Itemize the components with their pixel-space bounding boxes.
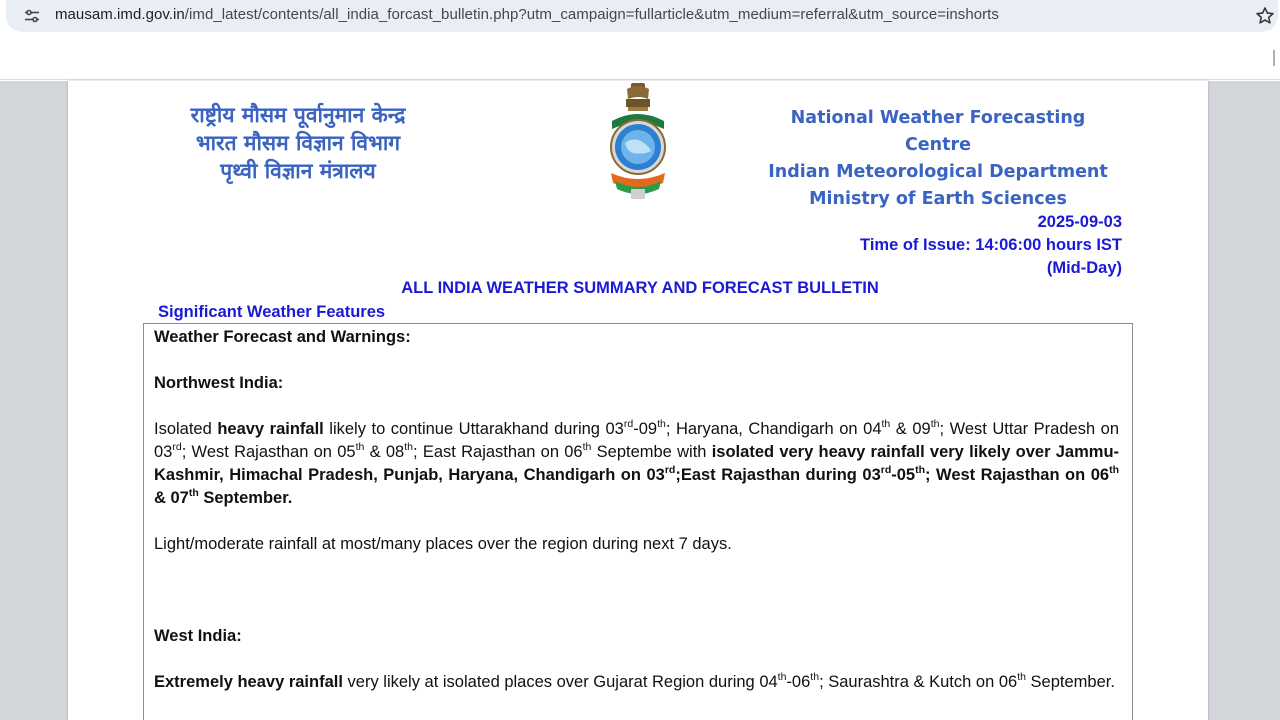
forecast-box [143,323,1133,720]
site-info-icon[interactable] [24,8,40,24]
document-viewer [0,81,1280,720]
url-text[interactable] [55,6,999,23]
hindi-header [168,101,428,185]
issue-time: Time of Issue: 14:06:00 hours IST [860,236,1122,254]
english-header [758,105,1118,213]
section-heading: Significant Weather Features [158,303,386,321]
imd-emblem-icon [603,81,673,203]
toolbar-gap [0,34,1280,80]
bulletin-title: ALL INDIA WEATHER SUMMARY AND FORECAST BULLETIN [401,279,879,297]
hindi-line-3: पृथ्वी विज्ञान मंत्रालय [220,159,376,183]
english-line-1: National Weather Forecasting Centre [790,108,1086,155]
browser-toolbar [0,0,1280,34]
hindi-line-1: राष्ट्रीय मौसम पूर्वानुमान केन्द्र [190,103,406,127]
address-bar[interactable] [6,0,1278,32]
northwest-india-paragraph: Isolated heavy rainfall likely to continue Uttarakhand during 03rd-09th; Haryana, Chandigarh on 04th & 09th; West Uttar Pradesh on 03rd; West Rajasthan on 05th & 08th; East Rajasthan on 06th Septembe with isolated very heavy rainfall very likely over Jammu-Kashmir, Himachal Pradesh, Punjab, Haryana, Chandigarh on 03rd;East Rajasthan during 03rd-05th; West Rajasthan on 06th & 07th September. [154,418,1120,507]
url-host: mausam.imd.gov.in [55,6,185,23]
northwest-light-rain: Light/moderate rainfall at most/many places over the region during next 7 days. [154,535,732,553]
forecast-heading: Weather Forecast and Warnings: [154,328,411,346]
forecast-content [154,326,1119,694]
issue-info [860,211,1122,280]
url-path: /imd_latest/contents/all_india_forcast_bulletin.php?utm_campaign=fullarticle&utm_medium=referral&utm_source=inshorts [184,6,999,23]
issue-label: (Mid-Day) [1046,259,1122,277]
northwest-india-title: Northwest India: [154,374,284,392]
issue-date: 2025-09-03 [1037,213,1122,231]
west-india-title: West India: [154,627,242,645]
english-line-3: Ministry of Earth Sciences [809,189,1067,209]
bookmark-star-icon[interactable] [1254,5,1276,27]
west-india-paragraph: Extremely heavy rainfall very likely at isolated places over Gujarat Region during 04th-06th; Saurashtra & Kutch on 06th September. [154,671,1115,691]
hindi-line-2: भारत मौसम विज्ञान विभाग [195,131,401,155]
scrollbar[interactable] [1273,50,1275,66]
english-line-2: Indian Meteorological Department [768,162,1108,182]
bulletin-page [68,81,1208,720]
